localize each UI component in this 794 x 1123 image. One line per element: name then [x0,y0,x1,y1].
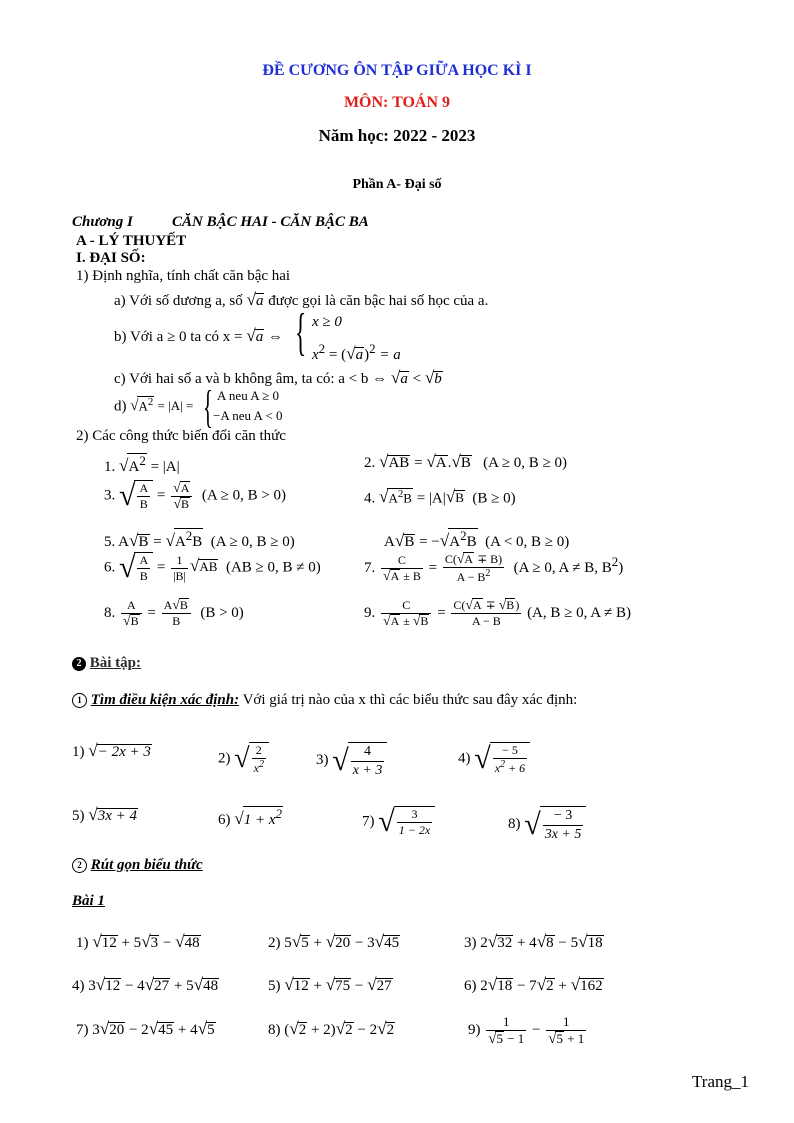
definition-a: a) Với số dương a, số √a được gọi là căn bậc hai số học của a. [114,290,489,309]
simplify-expr-6: 6) 2√18 − 7√2 + √162 [464,975,603,994]
theory-heading: A - LÝ THUYẾT [76,233,187,249]
formula-2: 2. √AB = √A.√B (A ≥ 0, B ≥ 0) [364,452,568,471]
domain-expr-8: 8) √ $\frac{- 3}{3x + 5}$ [508,806,586,843]
definition-d-case1: A neu A ≥ 0 [217,388,280,403]
formula-5: 5. $A√B = √A^2B$ (A ≥ 0, B ≥ 0) [104,528,295,550]
simplify-expr-7: 7) 3√20 − 2√45 + 4√5 [76,1019,215,1038]
chapter-label: Chương I [72,214,133,230]
definition-d-case2: −A neu A < 0 [213,408,283,423]
domain-expr-4: 4) √ $\frac{- 5}{x^2 + 6}$ [458,742,530,776]
formula-6: 6. √ $\frac{A}{B}$ = $\frac{1}{|B|}$ √AB (AB ≥ 0, B ≠ 0) [104,551,321,584]
doc-title: ĐỀ CƯƠNG ÔN TẬP GIỮA HỌC KÌ I [262,62,532,79]
number-2-icon: 2 [72,657,86,671]
definition-d: d) $√A^2 = |A|$ = [114,396,194,415]
simplify-expr-9: 9) $\frac{1}{√5 - 1}$ − $\frac{1}{√5 + 1}$ [468,1014,585,1048]
school-year: Năm học: 2022 - 2023 [318,126,476,145]
simplify-expr-5: 5) √12 + √75 − √27 [268,975,392,994]
domain-expr-7: 7) √ $\frac{3}{1 - 2x}$ [362,806,435,838]
domain-expr-1: 1) √− 2x + 3 [72,741,151,760]
question-2-title: 2 Rút gọn biểu thức [72,857,203,874]
simplify-expr-3: 3) 2√32 + 4√8 − 5√18 [464,932,603,951]
domain-expr-5: 5) √3x + 4 [72,805,137,824]
definition-b-case1: x ≥ 0 [312,314,342,330]
simplify-expr-2: 2) 5√5 + √20 − 3√45 [268,932,400,951]
definition-b: b) Với a ≥ 0 ta có x = √a ⇔ [114,326,283,345]
brace-b: { [295,304,307,361]
formula-9: 9. $\frac{C}{√A \pm √B}$ = $\frac{C(√A \mp √B)}{A - B}$ (A, B ≥ 0, A ≠ B) [364,597,632,628]
domain-expr-2: 2) √ $\frac{2}{x^2}$ [218,742,269,776]
chapter-title: CĂN BẬC HAI - CĂN BẬC BA [172,214,369,230]
simplify-expr-4: 4) 3√12 − 4√27 + 5√48 [72,975,219,994]
theory-item-2: 2) Các công thức biến đổi căn thức [76,428,286,444]
number-2-outline-icon: 2 [72,858,87,873]
domain-expr-6: 6) $√1 + x^2$ [218,806,282,828]
formula-4: 4. $√A^2B = |A|√B$ (B ≥ 0) [364,487,516,507]
domain-expr-3: 3) √ $\frac{4}{x + 3}$ [316,742,387,779]
theory-item-1: 1) Định nghĩa, tính chất căn bậc hai [76,268,291,284]
simplify-expr-1: 1) √12 + 5√3 − √48 [76,932,200,951]
formula-8: 8. $\frac{A}{√B}$ = $\frac{A√B}{B}$ (B > 0) [104,597,244,628]
formula-3: 3. √ $\frac{A}{B}$ = $\frac{√A}{√B}$ (A ≥ 0, B > 0) [104,479,287,512]
formula-5b: $A√B = -√A^2B$ (A < 0, B ≥ 0) [384,528,570,550]
question-1-title: 1 Tìm điều kiện xác định: Với giá trị nào của x thì các biểu thức sau đây xác định: [72,692,577,709]
page-number: Trang_1 [692,1072,749,1091]
simplify-expr-8: 8) (√2 + 2)√2 − 2√2 [268,1019,395,1038]
part-title: Phần A- Đại số [352,177,442,192]
formula-7: 7. $\frac{C}{√A \pm B}$ = $\frac{C(√A \mp B)}{A - B^2}$ (A ≥ 0, A ≠ B, $B^2$) [364,551,624,584]
exercises-heading: 2 Bài tập: [72,655,141,672]
definition-b-case2: $x^2 = (√a)^2 = a$ [312,341,401,363]
bai-1-heading: Bài 1 [72,893,105,909]
brace-d: { [203,381,213,432]
doc-subject: MÔN: TOÁN 9 [343,94,451,111]
formula-1: 1. $√A^2 = |A|$ [104,453,180,475]
section-heading: I. ĐẠI SỐ: [76,250,146,266]
definition-c: c) Với hai số a và b không âm, ta có: a < b ⇔ √a < √b [114,368,442,387]
number-1-icon: 1 [72,693,87,708]
